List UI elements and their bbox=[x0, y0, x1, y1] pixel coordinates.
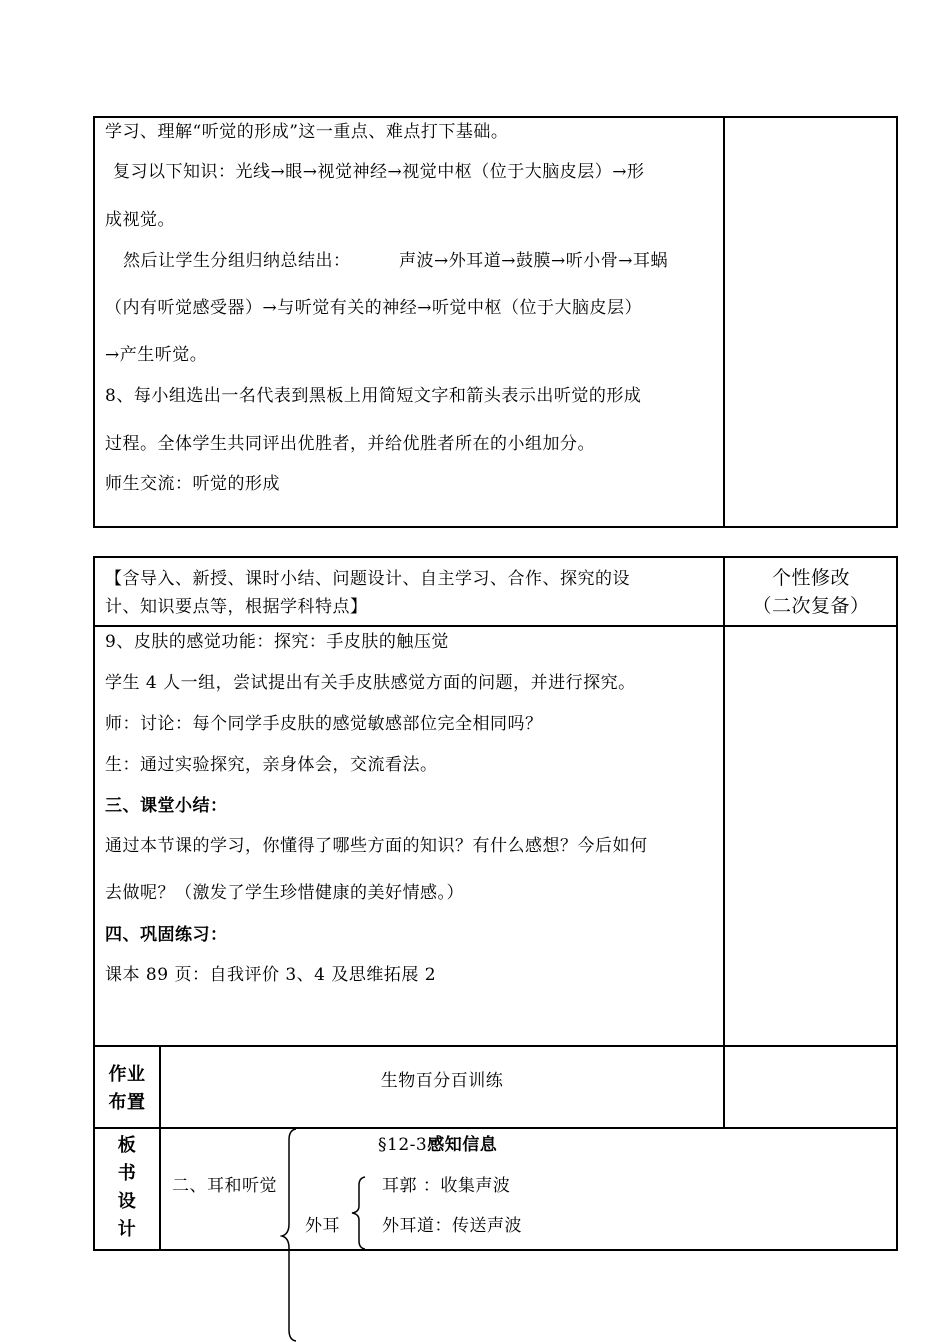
homework-label-2: 布置 bbox=[108, 1092, 146, 1113]
board-item-2: 外耳道：传送声波 bbox=[382, 1216, 522, 1236]
t2-header-line-1: 【含导入、新授、课时小结、问题设计、自主学习、合作、探究的设 bbox=[105, 569, 630, 589]
board-title-number: §12-3 bbox=[378, 1135, 428, 1155]
t1-line-6: （内有听觉感受器）→与听觉有关的神经→听觉中枢（位于大脑皮层） bbox=[105, 298, 642, 318]
t2-header-line-2: 计、知识要点等，根据学科特点】 bbox=[105, 597, 368, 617]
t1-line-9: 过程。全体学生共同评出优胜者，并给优胜者所在的小组加分。 bbox=[105, 434, 595, 454]
homework-text: 生物百分百训练 bbox=[380, 1071, 504, 1091]
t1-line-7: →产生听觉。 bbox=[105, 345, 208, 365]
t2-body-line-6: 通过本节课的学习，你懂得了哪些方面的知识？有什么感想？今后如何 bbox=[105, 836, 648, 856]
table2-divider-main bbox=[723, 556, 725, 1128]
table1-divider bbox=[723, 116, 725, 528]
board-label-2: 书 bbox=[117, 1163, 137, 1184]
t2-body-line-4: 生：通过实验探究，亲身体会，交流看法。 bbox=[105, 755, 438, 775]
board-label-4: 计 bbox=[117, 1219, 137, 1240]
t1-line-5: 声波→外耳道→鼓膜→听小骨→耳蜗 bbox=[399, 251, 668, 271]
board-label-3: 设 bbox=[117, 1191, 137, 1212]
homework-label-1: 作业 bbox=[108, 1064, 146, 1085]
t2-body-line-9: 课本 89 页：自我评价 3、4 及思维拓展 2 bbox=[105, 965, 437, 985]
t2-side-header-line-1: 个性修改 bbox=[771, 567, 850, 589]
board-item-1: 耳郭 ：收集声波 bbox=[382, 1176, 511, 1196]
board-big-brace bbox=[280, 1128, 300, 1342]
t1-line-4: 然后让学生分组归纳总结出： bbox=[123, 251, 351, 271]
t2-body-line-3: 师：讨论：每个同学手皮肤的感觉敏感部位完全相同吗？ bbox=[105, 714, 543, 734]
table2-header-rule bbox=[93, 625, 898, 627]
t1-line-10: 师生交流：听觉的形成 bbox=[105, 474, 280, 494]
t2-side-header-line-2: （二次复备） bbox=[752, 595, 870, 617]
t1-line-1: 学习、理解“听觉的形成”这一重点、难点打下基础。 bbox=[105, 122, 509, 142]
board-title-text: 感知信息 bbox=[427, 1135, 498, 1155]
t2-body-line-7: 去做呢？（激发了学生珍惜健康的美好情感。） bbox=[105, 883, 464, 903]
board-title bbox=[378, 1135, 497, 1155]
board-outer-ear: 外耳 bbox=[305, 1216, 340, 1236]
t1-line-8: 8、每小组选出一名代表到黑板上用简短文字和箭头表示出听觉的形成 bbox=[105, 386, 642, 406]
t2-body-line-2: 学生 4 人一组，尝试提出有关手皮肤感觉方面的问题，并进行探究。 bbox=[105, 673, 636, 693]
t1-line-3: 成视觉。 bbox=[105, 210, 175, 230]
board-label-1: 板 bbox=[117, 1135, 137, 1156]
table2-homework-rule bbox=[93, 1127, 898, 1129]
t2-section-practice: 四、巩固练习： bbox=[105, 925, 228, 945]
t1-line-2: 复习以下知识：光线→眼→视觉神经→视觉中枢（位于大脑皮层）→形 bbox=[113, 162, 645, 182]
board-small-brace bbox=[350, 1176, 368, 1250]
board-section: 二、耳和听觉 bbox=[172, 1176, 277, 1196]
t2-section-summary: 三、课堂小结： bbox=[105, 796, 228, 816]
t2-body-line-1: 9、皮肤的感觉功能：探究：手皮肤的触压觉 bbox=[105, 632, 449, 652]
table2-body-rule bbox=[93, 1045, 898, 1047]
